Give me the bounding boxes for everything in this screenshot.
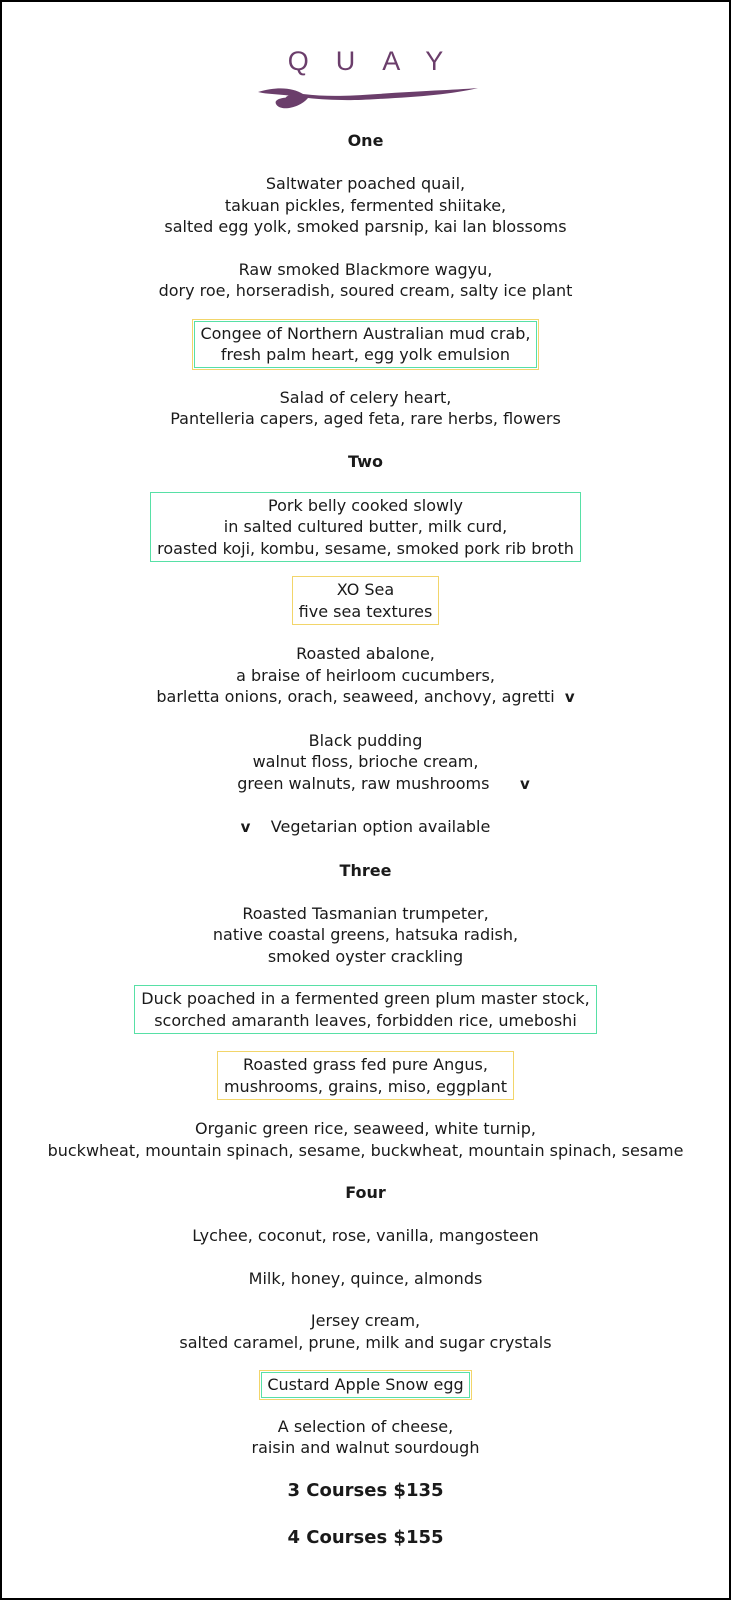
dish-green-rice: Organic green rice, seaweed, white turnip, buckwheat, mountain spinach, sesame, buckwheat, mountain spinach, sesame bbox=[47, 1119, 684, 1160]
vegetarian-marker: v bbox=[564, 688, 575, 706]
vegetarian-marker: v bbox=[240, 818, 251, 836]
dish-congee-line2: fresh palm heart, egg yolk emulsion bbox=[220, 345, 511, 364]
dish-celery-salad: Salad of celery heart, Pantelleria capers, aged feta, rare herbs, flowers bbox=[170, 387, 561, 428]
dish-trumpeter: Roasted Tasmanian trumpeter, native coastal greens, hatsuka radish, smoked oyster crackling bbox=[212, 903, 519, 966]
dish-wagyu: Raw smoked Blackmore wagyu, dory roe, horseradish, soured cream, salty ice plant bbox=[158, 259, 573, 300]
course-heading-four: Four bbox=[345, 1183, 386, 1202]
dish-congee-highlight bbox=[192, 319, 538, 370]
menu-content bbox=[2, 130, 729, 1550]
dish-snow-egg-highlight: Custard Apple Snow egg bbox=[259, 1370, 471, 1400]
course-heading-one: One bbox=[347, 131, 384, 150]
vegetarian-note: v Vegetarian option available bbox=[240, 817, 491, 836]
course-heading-two: Two bbox=[348, 451, 383, 471]
dish-lychee: Lychee, coconut, rose, vanilla, mangosteen bbox=[192, 1226, 539, 1245]
dish-milk-honey: Milk, honey, quince, almonds bbox=[248, 1268, 483, 1288]
logo-wordmark: QUAY bbox=[287, 46, 471, 76]
dish-cheese: A selection of cheese, raisin and walnut sourdough bbox=[251, 1416, 480, 1457]
dish-pork-belly-highlight: Pork belly cooked slowly in salted cultured butter, milk curd, roasted koji, kombu, sesame, smoked pork rib broth bbox=[150, 492, 581, 563]
dish-quail: Saltwater poached quail, takuan pickles, fermented shiitake, salted egg yolk, smoked parsnip, kai lan blossoms bbox=[164, 174, 567, 236]
dish-black-pudding: Black pudding walnut floss, brioche cream, green walnuts, raw mushrooms v bbox=[237, 730, 530, 793]
vegetarian-marker: v bbox=[519, 774, 530, 793]
dish-congee-line1: Congee of Northern Australian mud crab, bbox=[200, 323, 531, 343]
dish-duck-highlight: Duck poached in a fermented green plum master stock, scorched amaranth leaves, forbidden rice, umeboshi bbox=[134, 985, 596, 1034]
dish-jersey-cream: Jersey cream, salted caramel, prune, milk and sugar crystals bbox=[179, 1311, 552, 1352]
course-heading-three: Three bbox=[339, 860, 392, 880]
dish-xo-sea-highlight: XO Sea five sea textures bbox=[292, 576, 440, 625]
quay-logo bbox=[2, 46, 729, 118]
dish-angus-highlight: Roasted grass fed pure Angus, mushrooms, grains, miso, eggplant bbox=[217, 1051, 514, 1100]
price-three-courses: 3 Courses $135 bbox=[287, 1479, 444, 1501]
price-four-courses: 4 Courses $155 bbox=[287, 1526, 444, 1548]
dish-abalone: Roasted abalone, a braise of heirloom cucumbers, barletta onions, orach, seaweed, anchovy, agretti v bbox=[156, 644, 575, 706]
logo-wave-icon bbox=[258, 82, 478, 112]
